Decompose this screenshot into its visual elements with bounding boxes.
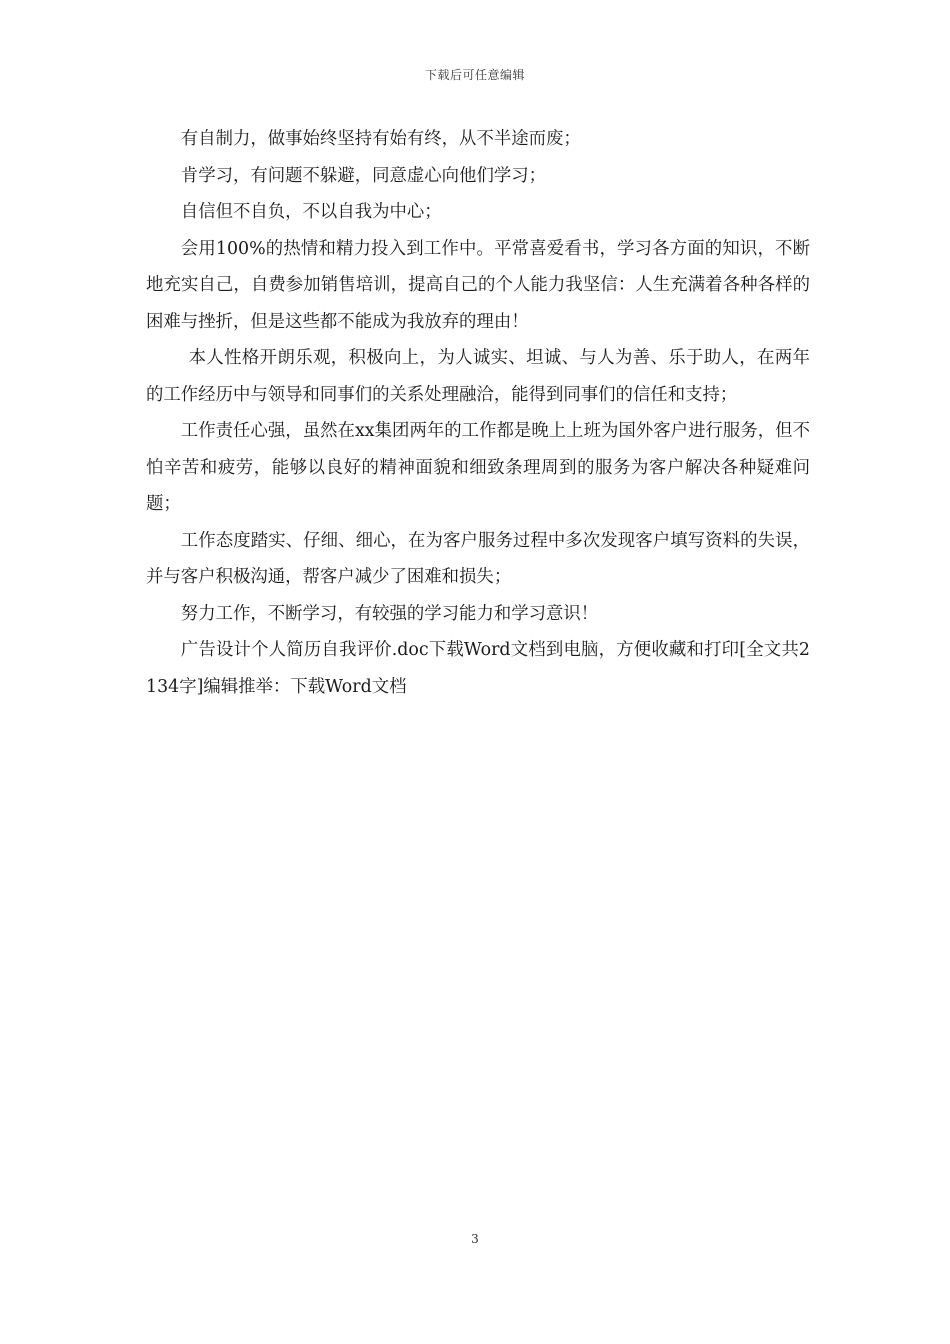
paragraph-download-note: 广告设计个人简历自我评价.doc下载Word文档到电脑，方便收藏和打印[全文共2134字]编辑推举：下载Word文档 <box>146 640 810 697</box>
paragraph-work-attitude: 工作态度踏实、仔细、细心，在为客户服务过程中多次发现客户填写资料的失误，并与客户积极沟通，帮客户减少了困难和损失； <box>146 530 810 587</box>
paragraph-personality: 本人性格开朗乐观，积极向上，为人诚实、坦诚、与人为善、乐于助人，在两年的工作经历中与领导和同事们的关系处理融洽，能得到同事们的信任和支持； <box>146 348 810 405</box>
document-body <box>146 121 810 705</box>
paragraph-willing-to-learn: 肯学习，有问题不躲避，同意虚心向他们学习； <box>180 165 547 186</box>
page-header: 下载后可任意编辑 <box>424 68 525 82</box>
paragraph-hard-work: 努力工作，不断学习，有较强的学习能力和学习意识！ <box>180 603 599 624</box>
paragraph-responsibility: 工作责任心强，虽然在xx集团两年的工作都是晚上上班为国外客户进行服务，但不怕辛苦和疲劳，能够以良好的精神面貌和细致条理周到的服务为客户解决各种疑难问题； <box>146 421 810 514</box>
page-number: 3 <box>471 1232 479 1246</box>
paragraph-self-discipline: 有自制力，做事始终坚持有始有终，从不半途而废； <box>180 129 581 149</box>
paragraph-enthusiasm: 会用100%的热情和精力投入到工作中。平常喜爱看书，学习各方面的知识，不断地充实自己，自费参加销售培训，提高自己的个人能力我坚信：人生充满着各种各样的困难与挫折，但是这些都不能成为我放弃的理由！ <box>146 238 810 332</box>
paragraph-confident: 自信但不自负，不以自我为中心； <box>180 202 442 222</box>
